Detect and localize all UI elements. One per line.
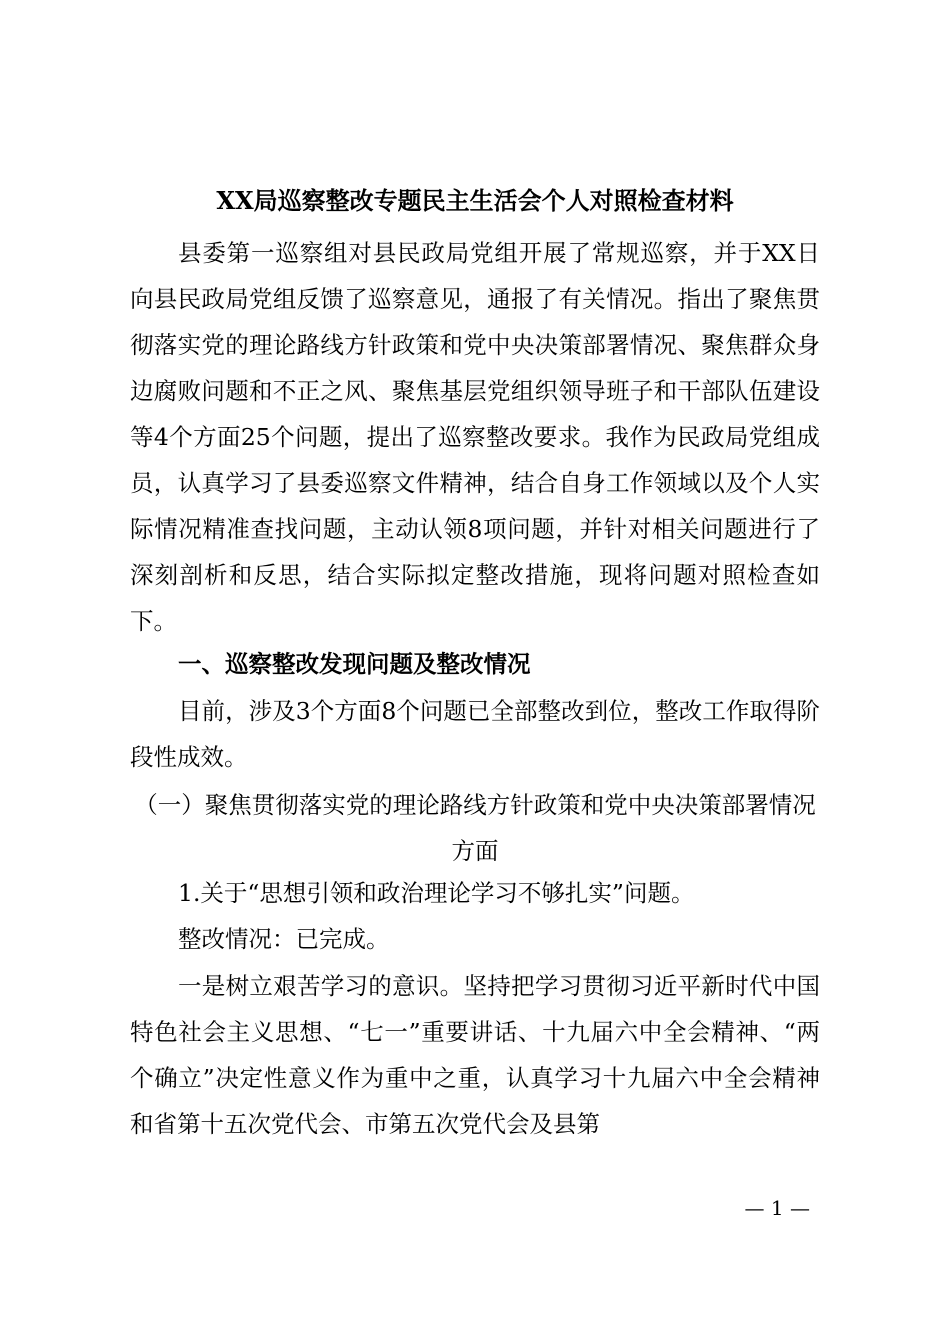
- document-title: XX局巡察整改专题民主生活会个人对照检查材料: [216, 186, 734, 215]
- section-heading: 一、巡察整改发现问题及整改情况: [178, 650, 531, 678]
- item-title: 1.关于“思想引领和政治理论学习不够扎实”问题。: [178, 879, 695, 907]
- section-summary-paragraph: 目前，涉及3个方面8个问题已全部整改到位，整改工作取得阶段性成效。: [130, 697, 820, 771]
- item-measure-paragraph: 一是树立艰苦学习的意识。坚持把学习贯彻习近平新时代中国特色社会主义思想、“七一”重要讲话、十九届六中全会精神、“两个确立”决定性意义作为重中之重，认真学习十九届六中全会精神和省第十五次党代会、市第五次党代会及县第: [130, 972, 820, 1138]
- intro-paragraph: 县委第一巡察组对县民政局党组开展了常规巡察，并于XX日向县民政局党组反馈了巡察意见，通报了有关情况。指出了聚焦贯彻落实党的理论路线方针政策和党中央决策部署情况、聚焦群众身边腐败问题和不正之风、聚焦基层党组织领导班子和干部队伍建设等4个方面25个问题，提出了巡察整改要求。我作为民政局党组成员，认真学习了县委巡察文件精神，结合自身工作领域以及个人实际情况精准查找问题，主动认领8项问题，并针对相关问题进行了深刻剖析和反思，结合实际拟定整改措施，现将问题对照检查如下。: [130, 239, 820, 635]
- page-number: — 1 —: [744, 1196, 810, 1220]
- item-status: 整改情况：已完成。: [178, 925, 390, 953]
- subsection-heading: （一）聚焦贯彻落实党的理论路线方针政策和党中央决策部署情况方面: [134, 791, 816, 865]
